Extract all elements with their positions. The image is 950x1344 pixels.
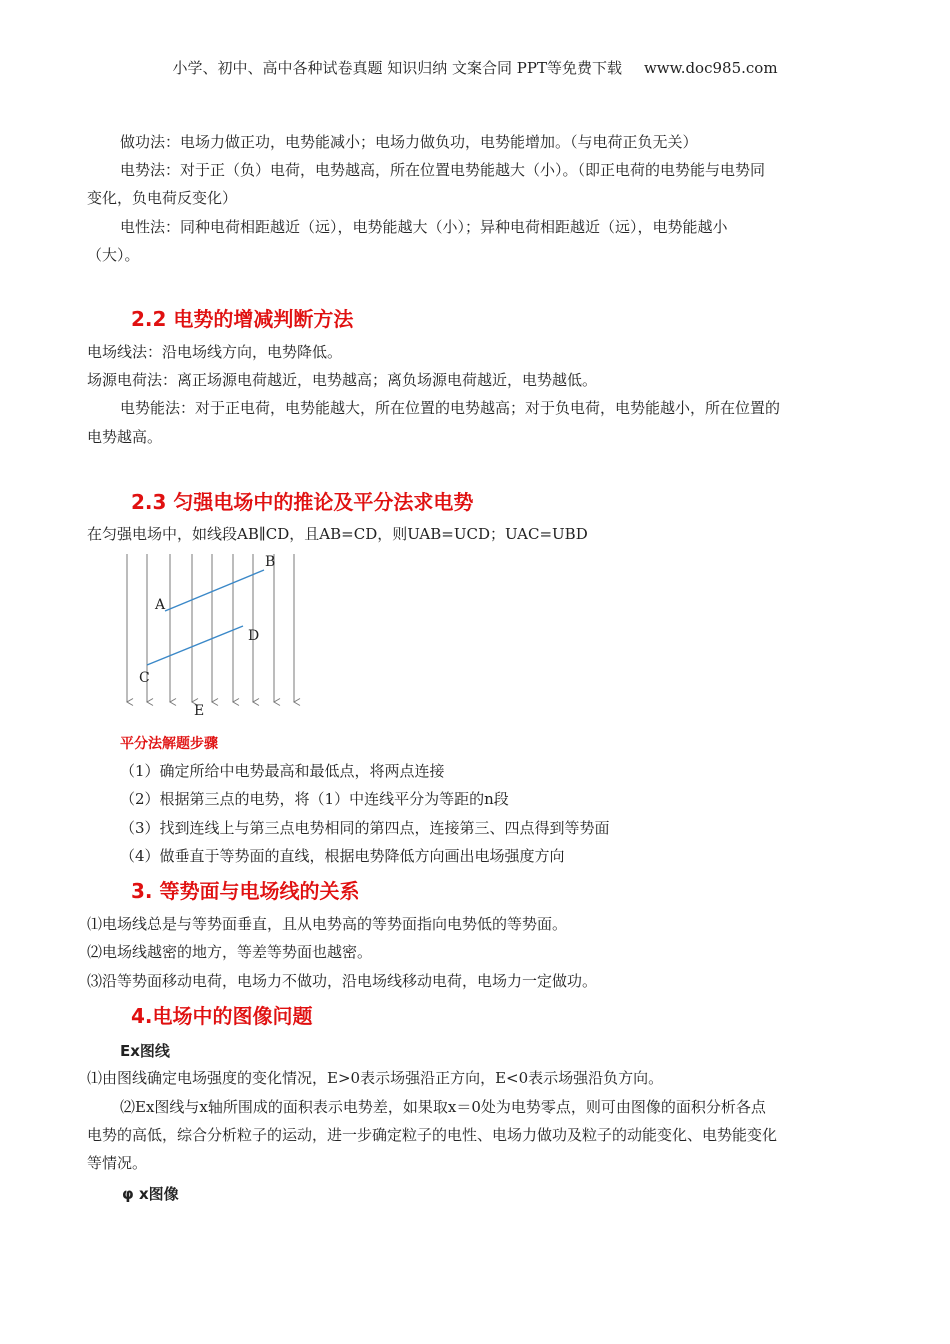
step-item: （1）确定所给中电势最高和最低点，将两点连接 — [120, 762, 445, 780]
uniform-field-figure — [110, 550, 320, 722]
header-tagline: 小学、初中、高中各种试卷真题 知识归纳 文案合同 PPT等免费下载 — [172, 59, 622, 77]
field-lines — [127, 554, 294, 702]
charge-method-line1: 电性法：同种电荷相距越近（远），电势能越大（小）；异种电荷相距越近（远），电势能越小 — [120, 218, 728, 236]
section-4-title: 4.电场中的图像问题 — [131, 1004, 313, 1028]
page-header — [0, 57, 950, 78]
section-2-2-title: 2.2 电势的增减判断方法 — [131, 307, 354, 331]
line-method: 电场线法：沿电场线方向，电势降低。 — [87, 343, 343, 361]
section-2-3-title: 2.3 匀强电场中的推论及平分法求电势 — [131, 490, 474, 514]
charge-method-line2: （大）。 — [87, 246, 140, 264]
section-3-title: 3. 等势面与电场线的关系 — [131, 879, 360, 903]
energy-method-line1: 电势能法：对于正电荷，电势能越大，所在位置的电势越高；对于负电荷，电势能越小，所在位置的 — [120, 399, 781, 417]
relation-item: ⑶沿等势面移动电荷，电场力不做功，沿电场线移动电荷，电场力一定做功。 — [87, 972, 598, 990]
step-item: （2）根据第三点的电势，将（1）中连线平分为等距的n段 — [120, 790, 509, 808]
point-label-a: A — [155, 597, 166, 613]
point-label-e: E — [194, 703, 205, 719]
ex-item-2-line1: ⑵Ex图线与x轴所围成的面积表示电势差，如果取x＝0处为电势零点，则可由图像的面积分析各点 — [120, 1098, 766, 1116]
segment-cd — [147, 626, 243, 665]
step-item: （4）做垂直于等势面的直线，根据电势降低方向画出电场强度方向 — [120, 847, 565, 865]
point-label-d: D — [248, 628, 260, 644]
relation-item: ⑵电场线越密的地方，等差等势面也越密。 — [87, 943, 373, 961]
step-item: （3）找到连线上与第三点电势相同的第四点，连接第三、四点得到等势面 — [120, 819, 610, 837]
ex-graph-title: Ex图线 — [120, 1042, 170, 1060]
work-method: 做功法：电场力做正功，电势能减小；电场力做负功，电势能增加。（与电荷正负无关） — [120, 133, 698, 151]
relation-item: ⑴电场线总是与等势面垂直，且从电势高的等势面指向电势低的等势面。 — [87, 915, 568, 933]
ex-item-2-line3: 等情况。 — [87, 1154, 148, 1172]
point-label-c: C — [139, 670, 150, 686]
segment-ab — [165, 570, 264, 611]
ex-item-2-line2: 电势的高低，综合分析粒子的运动，进一步确定粒子的电性、电场力做功及粒子的动能变化、电势能变化 — [87, 1126, 778, 1144]
header-site-link[interactable]: www.doc985.com — [643, 59, 778, 77]
source-method: 场源电荷法：离正场源电荷越近，电势越高；离负场源电荷越近，电势越低。 — [87, 371, 598, 389]
energy-method-line2: 电势越高。 — [87, 428, 163, 446]
point-label-b: B — [265, 554, 276, 570]
potential-method-line2: 变化，负电荷反变化） — [87, 189, 238, 207]
uniform-field-statement: 在匀强电场中，如线段AB∥CD，且AB=CD，则UAB=UCD；UAC=UBD — [87, 525, 588, 543]
potential-method-line1: 电势法：对于正（负）电荷，电势越高，所在位置电势能越大（小）。（即正电荷的电势能与电势同 — [120, 161, 766, 179]
steps-title: 平分法解题步骤 — [120, 736, 218, 752]
phi-graph-title: φ x图像 — [122, 1185, 179, 1203]
ex-item-1: ⑴由图线确定电场强度的变化情况，E>0表示场强沿正方向，E<0表示场强沿负方向。 — [87, 1069, 664, 1087]
